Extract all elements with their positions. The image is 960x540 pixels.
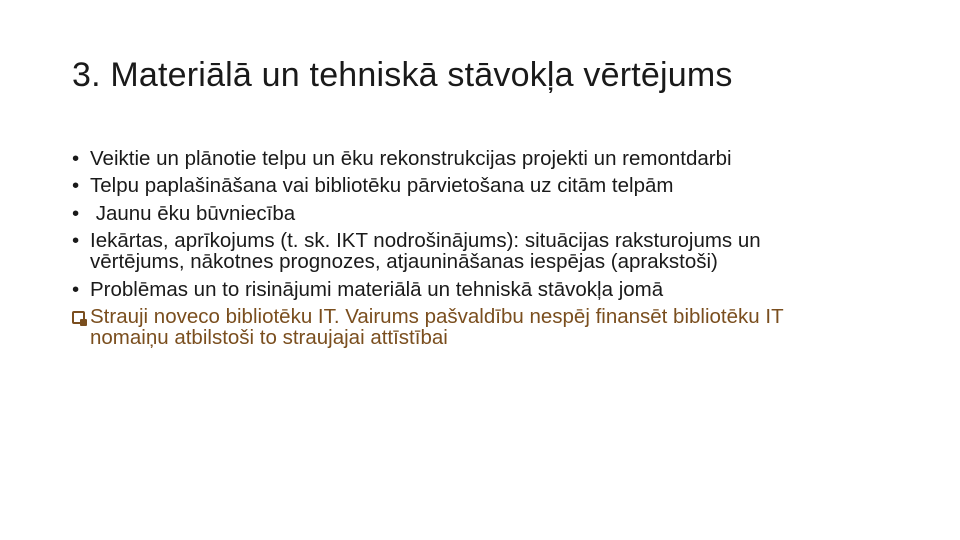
bullet-text: Veiktie un plānotie telpu un ēku rekonstrukcijas projekti un remontdarbi bbox=[90, 147, 732, 170]
highlight-marker bbox=[72, 307, 90, 328]
bullet-item bbox=[72, 279, 852, 300]
bullet-item bbox=[72, 175, 852, 196]
bullet-text: Iekārtas, aprīkojums (t. sk. IKT nodrošinājums): situācijas raksturojums un vērtējums, nākotnes prognozes, atjaunināšanas iespējas (aprakstoši) bbox=[90, 228, 761, 274]
bullet-text: Jaunu ēku būvniecība bbox=[90, 201, 296, 225]
bullet-marker: • bbox=[72, 201, 80, 225]
bullet-item bbox=[72, 148, 852, 169]
bullet-item bbox=[72, 203, 852, 224]
bullet-list bbox=[72, 148, 852, 355]
bullet-marker: • bbox=[72, 277, 80, 301]
highlight-text: Strauji noveco bibliotēku IT. Vairums pašvaldību nespēj finansēt bibliotēku IT nomaiņu atbilstoši to straujajai attīstībai bbox=[90, 304, 784, 350]
bullet-text: Telpu paplašināšana vai bibliotēku pārvietošana uz citām telpām bbox=[90, 174, 674, 198]
bullet-marker: • bbox=[72, 174, 80, 198]
bullet-marker: • bbox=[72, 147, 80, 170]
bullet-marker: • bbox=[72, 228, 80, 252]
highlight-bullet-item bbox=[72, 306, 852, 349]
checkbox-square-icon bbox=[72, 311, 85, 324]
slide-title: 3. Materiālā un tehniskā stāvokļa vērtējums bbox=[72, 56, 733, 94]
bullet-text: Problēmas un to risinājumi materiālā un tehniskā stāvokļa jomā bbox=[90, 277, 664, 301]
bullet-item bbox=[72, 230, 852, 273]
